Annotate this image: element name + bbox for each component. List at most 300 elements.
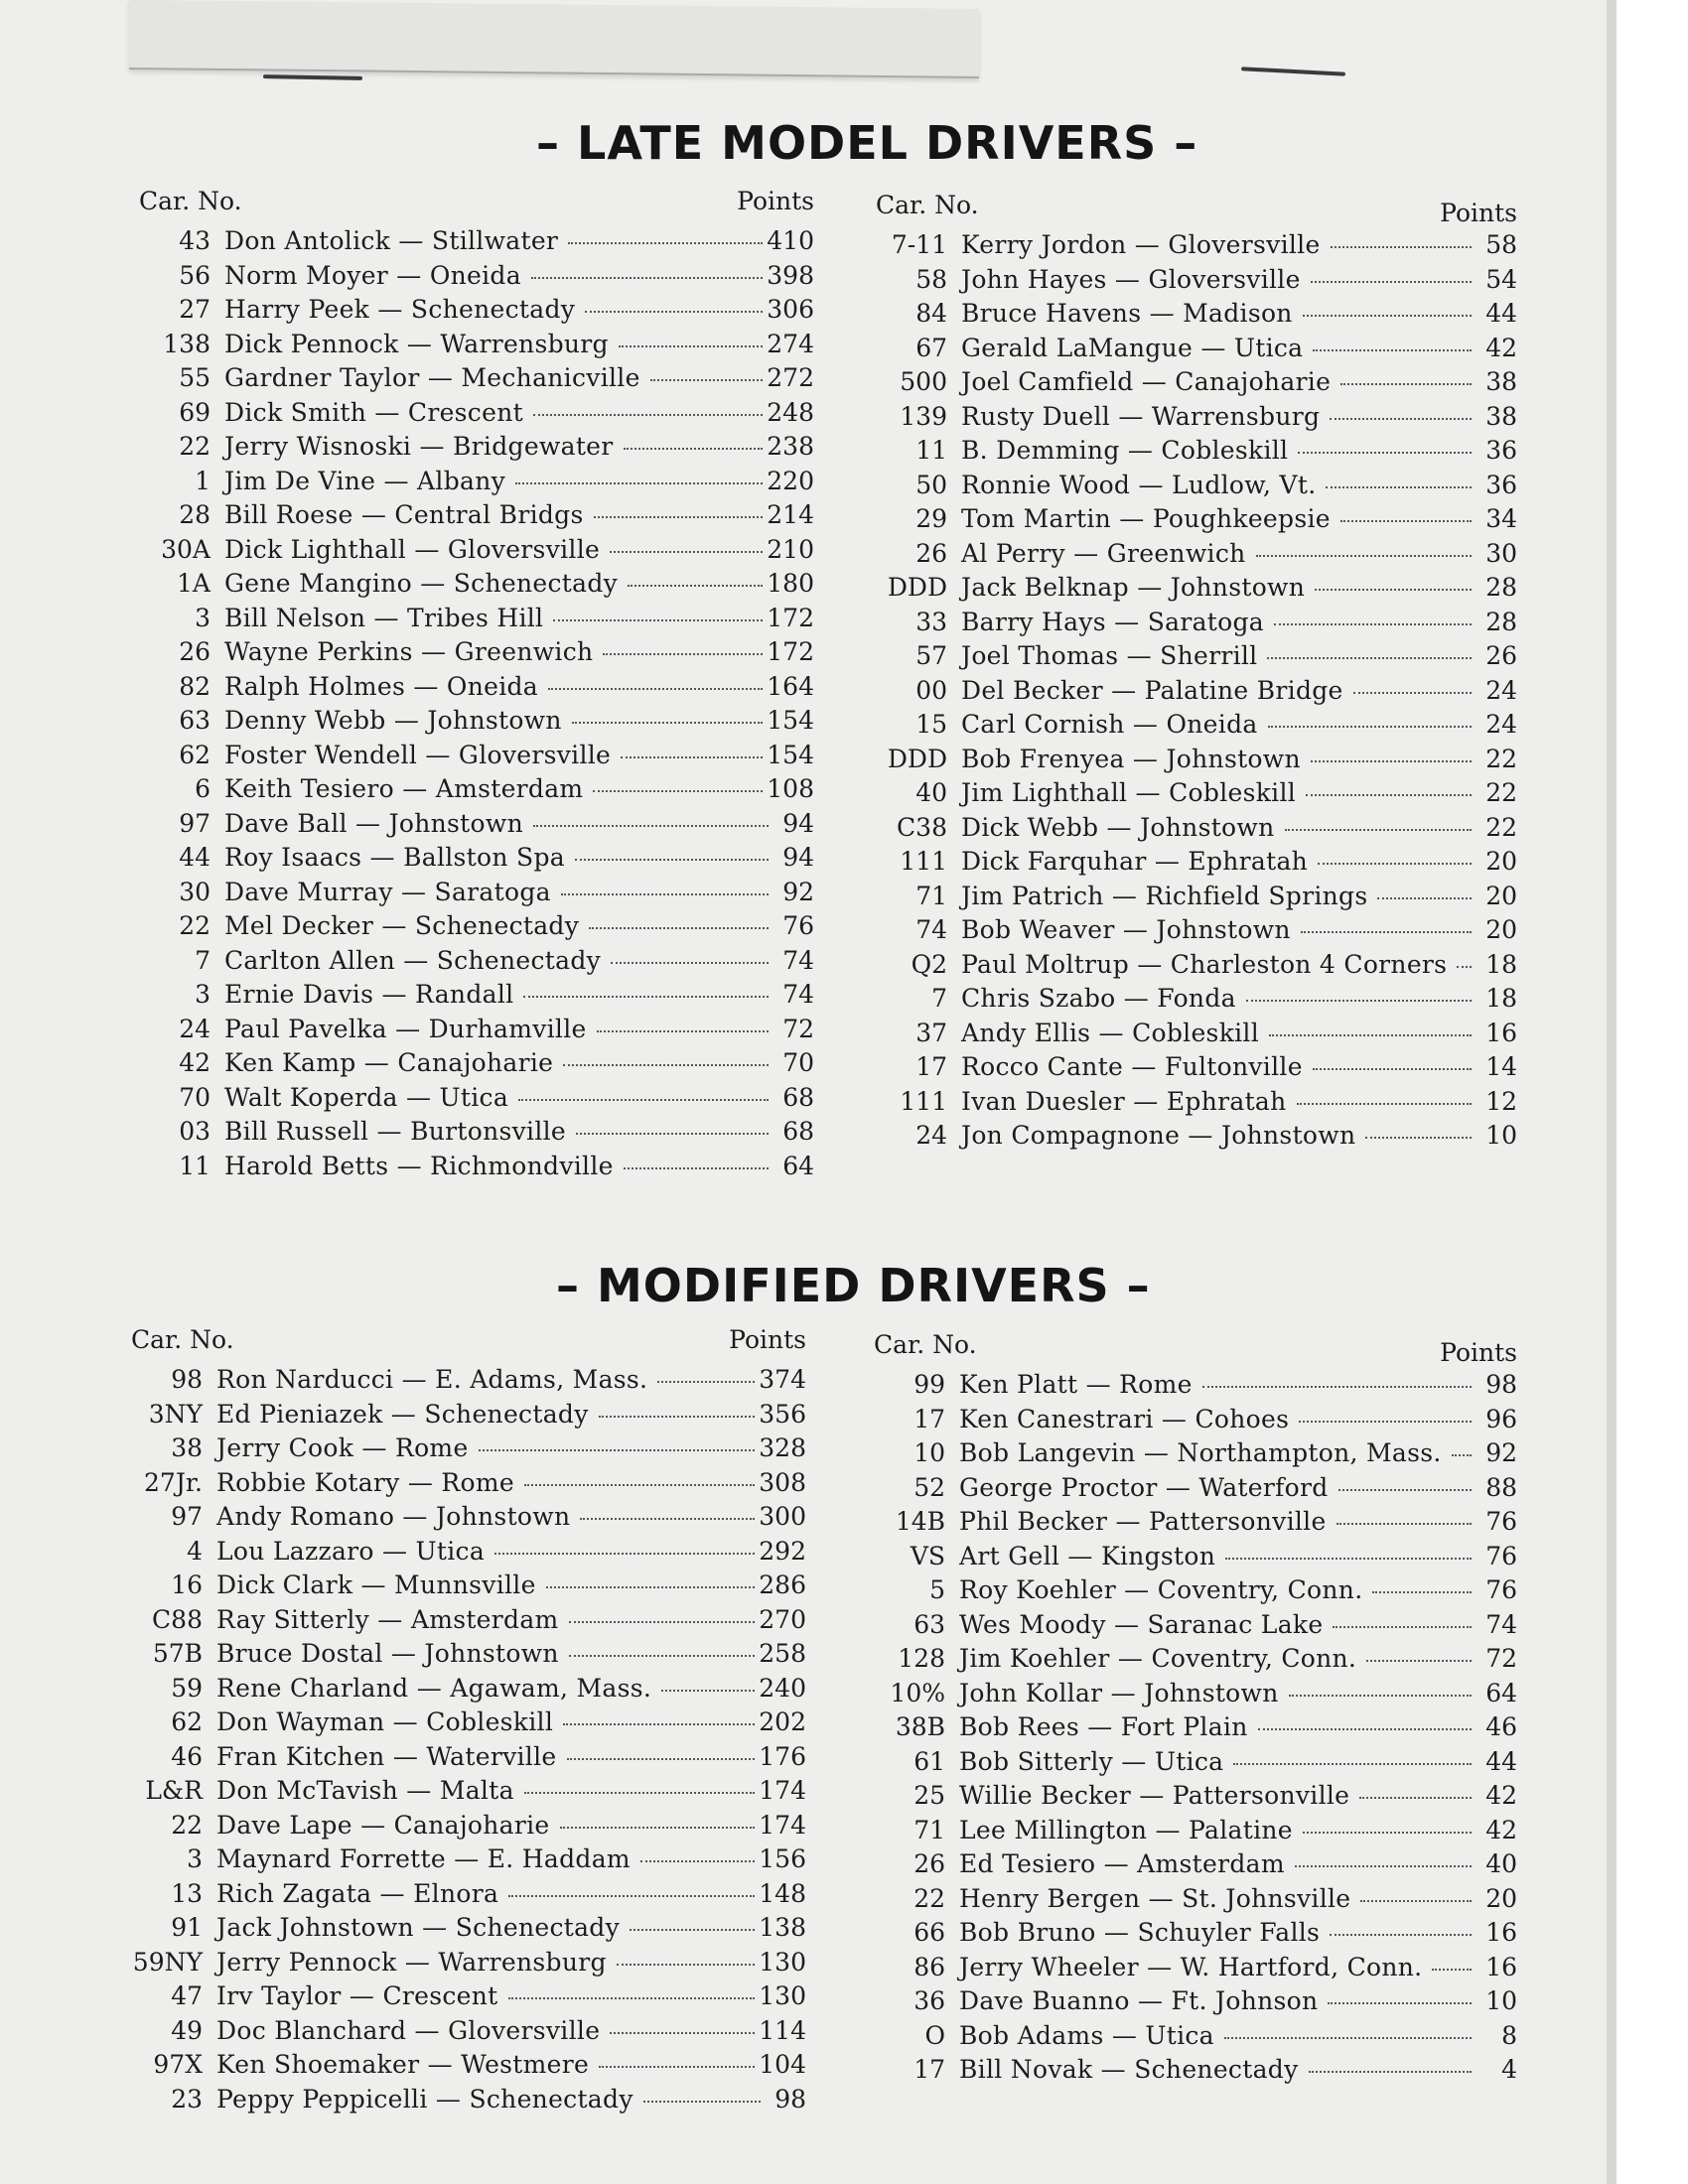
points-value: 272 (767, 363, 814, 392)
points-header: Points (737, 187, 814, 215)
points-value: 16 (1485, 1918, 1517, 1947)
driver-name-hometown: Jerry Pennock — Warrensburg (216, 1947, 607, 1977)
points-value: 14 (1485, 1052, 1517, 1081)
dot-leader (1299, 1421, 1472, 1423)
dot-leader (569, 1655, 755, 1657)
driver-row (131, 1502, 806, 1537)
driver-name-hometown: Gardner Taylor — Mechanicville (224, 363, 640, 392)
driver-row (131, 1948, 806, 1982)
points-value: 248 (767, 397, 814, 427)
driver-row (131, 1400, 806, 1434)
driver-name-hometown: Ernie Davis — Randall (224, 980, 514, 1009)
car-number-header: Car. No. (874, 1330, 977, 1359)
dot-leader (1353, 692, 1472, 694)
points-value: 38 (1485, 367, 1517, 396)
car-number: 37 (915, 1018, 947, 1047)
points-value: 108 (767, 774, 814, 803)
driver-row (131, 2050, 806, 2085)
car-number: 46 (171, 1741, 203, 1771)
driver-row (131, 1674, 806, 1708)
driver-name-hometown: Bruce Dostal — Johnstown (216, 1639, 559, 1668)
car-number: 50 (915, 470, 947, 499)
driver-row (131, 1605, 806, 1640)
points-value: 30 (1485, 538, 1517, 568)
driver-name-hometown: Chris Szabo — Fonda (961, 984, 1236, 1013)
driver-name-hometown: Carlton Allen — Schenectady (224, 945, 602, 975)
dot-leader (610, 2032, 755, 2034)
driver-name-hometown: Maynard Forrette — E. Haddam (216, 1844, 631, 1873)
dot-leader (624, 1167, 769, 1169)
points-value: 36 (1485, 436, 1517, 465)
points-value: 20 (1485, 915, 1517, 944)
dot-leader (576, 1133, 769, 1135)
driver-row (876, 984, 1517, 1019)
car-number: 11 (179, 1151, 211, 1180)
car-number: 58 (915, 264, 947, 294)
driver-name-hometown: Dave Buanno — Ft. Johnson (959, 1986, 1319, 2015)
dot-leader (1285, 829, 1473, 831)
driver-name-hometown: Andy Ellis — Cobleskill (961, 1018, 1260, 1047)
car-number: 7 (931, 984, 947, 1013)
driver-row (139, 980, 814, 1015)
driver-name-hometown: Dick Webb — Johnstown (961, 812, 1275, 842)
points-value: 36 (1485, 470, 1517, 499)
driver-name-hometown: Bob Weaver — Johnstown (961, 915, 1291, 944)
driver-row (139, 330, 814, 364)
driver-name-hometown: Irv Taylor — Crescent (216, 1981, 498, 2010)
points-header: Points (1440, 199, 1517, 227)
driver-row (876, 1121, 1517, 1156)
dot-leader (1269, 1034, 1472, 1036)
points-value: 174 (759, 1810, 806, 1840)
driver-row (876, 950, 1517, 985)
driver-row (139, 878, 814, 912)
car-number: 26 (914, 1849, 945, 1878)
car-number-header: Car. No. (139, 187, 242, 215)
dot-leader (589, 927, 769, 929)
driver-row (139, 604, 814, 638)
dot-leader (508, 1997, 756, 1999)
car-number: 30A (161, 534, 211, 564)
driver-name-hometown: Don Antolick — Stillwater (224, 226, 559, 255)
car-number: 63 (914, 1609, 945, 1639)
driver-row (876, 265, 1517, 300)
points-value: 238 (767, 432, 814, 461)
dot-leader (1311, 760, 1472, 762)
car-number: 57 (915, 641, 947, 670)
dot-leader (621, 756, 763, 758)
driver-name-hometown: George Proctor — Waterford (959, 1472, 1329, 1502)
driver-row (876, 813, 1517, 848)
driver-name-hometown: Bob Langevin — Northampton, Mass. (959, 1438, 1442, 1467)
dot-leader (599, 2066, 755, 2068)
car-number: 16 (171, 1570, 203, 1599)
points-value: 98 (774, 2084, 806, 2114)
dot-leader (563, 1723, 755, 1725)
car-number: 43 (179, 226, 211, 255)
dot-leader (563, 1064, 769, 1066)
points-value: 210 (767, 534, 814, 564)
points-value: 74 (782, 945, 814, 975)
driver-name-hometown: Dave Lape — Canajoharie (216, 1810, 550, 1840)
car-number: 66 (914, 1918, 945, 1947)
driver-name-hometown: Dick Clark — Munnsville (216, 1570, 536, 1599)
car-number: 82 (179, 671, 211, 701)
driver-name-hometown: Art Gell — Kingston (959, 1541, 1216, 1570)
driver-name-hometown: Norm Moyer — Oneida (224, 260, 521, 290)
driver-name-hometown: John Hayes — Gloversville (961, 264, 1301, 294)
dot-leader (1258, 1728, 1472, 1730)
driver-name-hometown: Jerry Cook — Rome (216, 1433, 469, 1462)
dot-leader (624, 448, 764, 450)
car-number: 74 (915, 915, 947, 944)
dot-leader (515, 482, 763, 484)
driver-row (139, 295, 814, 330)
points-value: 42 (1485, 333, 1517, 362)
car-number: 98 (171, 1365, 203, 1394)
points-value: 138 (759, 1913, 806, 1942)
car-number: 33 (915, 607, 947, 636)
car-number: 56 (179, 260, 211, 290)
car-number: 62 (171, 1707, 203, 1736)
car-number: 3 (195, 603, 211, 632)
driver-name-hometown: Harry Peek — Schenectady (224, 295, 576, 324)
car-number: 3 (195, 980, 211, 1009)
points-value: 308 (759, 1467, 806, 1497)
points-value: 72 (1485, 1644, 1517, 1673)
points-value: 72 (782, 1014, 814, 1043)
car-number: 14B (895, 1507, 945, 1536)
dot-leader (1338, 1489, 1472, 1491)
driver-row (131, 1811, 806, 1845)
points-value: 286 (759, 1570, 806, 1599)
driver-row (139, 226, 814, 261)
driver-name-hometown: Bill Russell — Burtonsville (224, 1117, 567, 1146)
driver-row (876, 573, 1517, 608)
driver-row (131, 1879, 806, 1914)
points-value: 148 (759, 1878, 806, 1908)
points-value: 328 (759, 1433, 806, 1462)
driver-row (874, 1679, 1517, 1713)
driver-name-hometown: Carl Cornish — Oneida (961, 710, 1258, 739)
points-value: 96 (1485, 1404, 1517, 1433)
modified-right-column (874, 1330, 1517, 2090)
driver-name-hometown: Ivan Duesler — Ephratah (961, 1086, 1287, 1116)
car-number: 27 (179, 295, 211, 324)
driver-name-hometown: Fran Kitchen — Waterville (216, 1741, 557, 1771)
car-number: 99 (914, 1370, 945, 1399)
car-number: 7-11 (891, 230, 947, 259)
driver-name-hometown: Robbie Kotary — Rome (216, 1467, 514, 1497)
driver-row (131, 1913, 806, 1948)
car-number: 17 (914, 2055, 945, 2084)
driver-name-hometown: Willie Becker — Pattersonville (959, 1781, 1350, 1810)
dot-leader (610, 551, 763, 553)
torn-tape-strip (129, 0, 979, 78)
dot-leader (1225, 1558, 1472, 1560)
driver-row (131, 1570, 806, 1605)
driver-row (139, 1083, 814, 1118)
driver-name-hometown: Ken Platt — Rome (959, 1370, 1193, 1399)
car-number: 86 (914, 1952, 945, 1981)
dot-leader (548, 688, 763, 690)
points-value: 164 (767, 671, 814, 701)
dot-leader (1224, 2037, 1472, 2039)
dot-leader (1295, 1865, 1472, 1867)
dot-leader (568, 242, 763, 244)
driver-name-hometown: Jim De Vine — Albany (224, 466, 506, 495)
driver-row (139, 398, 814, 433)
car-number: 44 (179, 843, 211, 872)
car-number: VS (910, 1541, 945, 1570)
points-value: 54 (1485, 264, 1517, 294)
dot-leader (1274, 623, 1472, 625)
driver-name-hometown: Lee Millington — Palatine (959, 1815, 1293, 1844)
driver-row (876, 745, 1517, 779)
driver-row (876, 504, 1517, 539)
dot-leader (617, 1964, 755, 1966)
driver-row (876, 778, 1517, 813)
driver-name-hometown: Roy Koehler — Coventry, Conn. (959, 1575, 1363, 1604)
driver-row (139, 432, 814, 467)
dot-leader (661, 1690, 755, 1692)
dot-leader (1330, 1934, 1472, 1936)
driver-row (874, 2021, 1517, 2056)
car-number: 00 (915, 675, 947, 705)
dot-leader (518, 1099, 769, 1101)
column-header (876, 191, 1517, 230)
points-value: 22 (1485, 744, 1517, 773)
driver-row (131, 1707, 806, 1742)
driver-row (131, 1776, 806, 1811)
points-value: 130 (759, 1981, 806, 2010)
dot-leader (533, 414, 763, 416)
car-number: 111 (900, 847, 947, 876)
driver-row (139, 467, 814, 501)
points-value: 42 (1485, 1815, 1517, 1844)
dot-leader (560, 1827, 756, 1829)
car-number: 70 (179, 1082, 211, 1112)
dot-leader (593, 790, 763, 792)
points-value: 356 (759, 1399, 806, 1429)
driver-name-hometown: Gene Mangino — Schenectady (224, 569, 619, 598)
driver-name-hometown: Paul Pavelka — Durhamville (224, 1014, 587, 1043)
driver-row (139, 1015, 814, 1049)
driver-name-hometown: Dave Murray — Saratoga (224, 877, 551, 906)
driver-row (876, 367, 1517, 402)
driver-name-hometown: Ken Kamp — Canajoharie (224, 1048, 554, 1077)
driver-name-hometown: Kerry Jordon — Gloversville (961, 230, 1321, 259)
points-value: 172 (767, 637, 814, 666)
column-header (139, 187, 814, 226)
driver-row (139, 261, 814, 296)
driver-name-hometown: Bill Roese — Central Bridgs (224, 500, 584, 529)
car-number: 128 (898, 1644, 945, 1673)
car-number: 138 (163, 329, 211, 358)
driver-name-hometown: Rich Zagata — Elnora (216, 1878, 499, 1908)
driver-name-hometown: B. Demming — Cobleskill (961, 436, 1289, 465)
driver-name-hometown: Keith Tesiero — Amsterdam (224, 774, 584, 803)
driver-row (874, 1884, 1517, 1919)
dot-leader (1340, 383, 1472, 385)
late-model-right-column (876, 191, 1517, 1156)
dot-leader (1360, 1900, 1472, 1902)
staple-mark (1241, 67, 1345, 75)
driver-row (874, 1781, 1517, 1816)
car-number: 1A (177, 569, 211, 598)
driver-row (876, 1019, 1517, 1053)
points-value: 64 (782, 1151, 814, 1180)
points-value: 154 (767, 706, 814, 735)
dot-leader (553, 619, 763, 621)
car-number: 49 (171, 2015, 203, 2045)
car-number: 55 (179, 363, 211, 392)
points-value: 10 (1485, 1121, 1517, 1150)
driver-name-hometown: Paul Moltrup — Charleston 4 Corners (961, 949, 1448, 979)
car-number: 25 (914, 1781, 945, 1810)
dot-leader (479, 1449, 756, 1451)
car-number: 1 (195, 466, 211, 495)
car-number: 38 (171, 1433, 203, 1462)
dot-leader (1202, 1386, 1472, 1388)
driver-row (874, 1986, 1517, 2021)
driver-name-hometown: Ronnie Wood — Ludlow, Vt. (961, 470, 1317, 499)
car-number: 71 (914, 1815, 945, 1844)
car-number: 26 (179, 637, 211, 666)
points-value: 94 (782, 808, 814, 838)
car-number: 97 (179, 808, 211, 838)
car-number: 5 (929, 1575, 945, 1604)
car-number: 7 (195, 945, 211, 975)
car-number: 03 (179, 1117, 211, 1146)
dot-leader (575, 859, 769, 861)
dot-leader (1256, 555, 1472, 557)
car-number: 27Jr. (144, 1467, 203, 1497)
car-number: C88 (152, 1604, 203, 1634)
car-number: 13 (171, 1878, 203, 1908)
car-number: L&R (145, 1776, 203, 1805)
dot-leader (1311, 281, 1472, 283)
points-value: 28 (1485, 573, 1517, 602)
driver-name-hometown: Denny Webb — Johnstown (224, 706, 562, 735)
dot-leader (1333, 1626, 1472, 1628)
points-value: 34 (1485, 504, 1517, 533)
points-value: 300 (759, 1502, 806, 1531)
driver-name-hometown: John Kollar — Johnstown (959, 1678, 1279, 1707)
driver-name-hometown: Rene Charland — Agawam, Mass. (216, 1673, 652, 1703)
points-value: 104 (759, 2050, 806, 2079)
driver-name-hometown: Ralph Holmes — Oneida (224, 671, 539, 701)
driver-name-hometown: Bob Frenyea — Johnstown (961, 744, 1301, 773)
points-value: 76 (1485, 1541, 1517, 1570)
points-value: 74 (782, 980, 814, 1009)
dot-leader (1246, 1000, 1472, 1002)
driver-name-hometown: Henry Bergen — St. Johnsville (959, 1883, 1351, 1913)
driver-name-hometown: Wes Moody — Saranac Lake (959, 1609, 1324, 1639)
car-number: DDD (887, 573, 947, 602)
points-value: 180 (767, 569, 814, 598)
driver-row (139, 774, 814, 809)
car-number: 62 (179, 740, 211, 769)
driver-row (876, 1052, 1517, 1087)
car-number: 500 (900, 367, 947, 396)
dot-leader (630, 1929, 755, 1931)
driver-name-hometown: Rocco Cante — Fultonville (961, 1052, 1303, 1081)
points-value: 156 (759, 1844, 806, 1873)
dot-leader (1452, 1454, 1472, 1456)
driver-row (139, 1152, 814, 1186)
driver-name-hometown: Jim Patrich — Richfield Springs (961, 881, 1368, 910)
dot-leader (1289, 1695, 1472, 1697)
points-value: 20 (1485, 1883, 1517, 1913)
dot-leader (1313, 1068, 1472, 1070)
points-value: 76 (1485, 1575, 1517, 1604)
car-number: 23 (171, 2084, 203, 2114)
points-value: 114 (759, 2015, 806, 2045)
car-number: 11 (915, 436, 947, 465)
driver-name-hometown: Ed Pieniazek — Schenectady (216, 1399, 589, 1429)
points-value: 92 (782, 877, 814, 906)
driver-row (874, 1438, 1517, 1473)
driver-list (874, 1370, 1517, 2090)
modified-title: – MODIFIED DRIVERS – (556, 1259, 1151, 1312)
car-number: C38 (897, 812, 947, 842)
driver-row (874, 1644, 1517, 1679)
points-value: 38 (1485, 401, 1517, 431)
late-model-title: – LATE MODEL DRIVERS – (536, 116, 1198, 170)
dot-leader (523, 996, 769, 998)
driver-row (874, 1712, 1517, 1747)
points-value: 76 (1485, 1507, 1517, 1536)
driver-row (131, 1981, 806, 2016)
driver-row (139, 809, 814, 844)
points-value: 270 (759, 1604, 806, 1634)
points-value: 220 (767, 466, 814, 495)
driver-name-hometown: Andy Romano — Johnstown (216, 1502, 571, 1531)
dot-leader (650, 379, 764, 381)
driver-row (131, 2085, 806, 2119)
car-number: 69 (179, 397, 211, 427)
car-number: 139 (900, 401, 947, 431)
driver-row (876, 641, 1517, 676)
car-number: 28 (179, 500, 211, 529)
points-value: 398 (767, 260, 814, 290)
driver-name-hometown: Jerry Wheeler — W. Hartford, Conn. (959, 1952, 1423, 1981)
dot-leader (1309, 2071, 1472, 2073)
driver-name-hometown: Ken Canestrari — Cohoes (959, 1404, 1290, 1433)
dot-leader (524, 1792, 756, 1794)
driver-name-hometown: Bruce Havens — Madison (961, 299, 1293, 328)
driver-row (876, 334, 1517, 368)
car-number: 24 (179, 1014, 211, 1043)
driver-name-hometown: Bob Adams — Utica (959, 2020, 1214, 2050)
points-value: 64 (1485, 1678, 1517, 1707)
driver-row (131, 1742, 806, 1777)
points-value: 74 (1485, 1609, 1517, 1639)
driver-row (139, 363, 814, 398)
points-value: 202 (759, 1707, 806, 1736)
points-value: 292 (759, 1536, 806, 1566)
driver-row (876, 847, 1517, 882)
driver-name-hometown: Rusty Duell — Warrensburg (961, 401, 1321, 431)
car-number: 29 (915, 504, 947, 533)
driver-name-hometown: Gerald LaMangue — Utica (961, 333, 1304, 362)
car-number: 67 (915, 333, 947, 362)
car-number: 59 (171, 1673, 203, 1703)
car-number: 10% (890, 1678, 945, 1707)
car-number-header: Car. No. (876, 191, 979, 219)
driver-row (874, 1747, 1517, 1782)
